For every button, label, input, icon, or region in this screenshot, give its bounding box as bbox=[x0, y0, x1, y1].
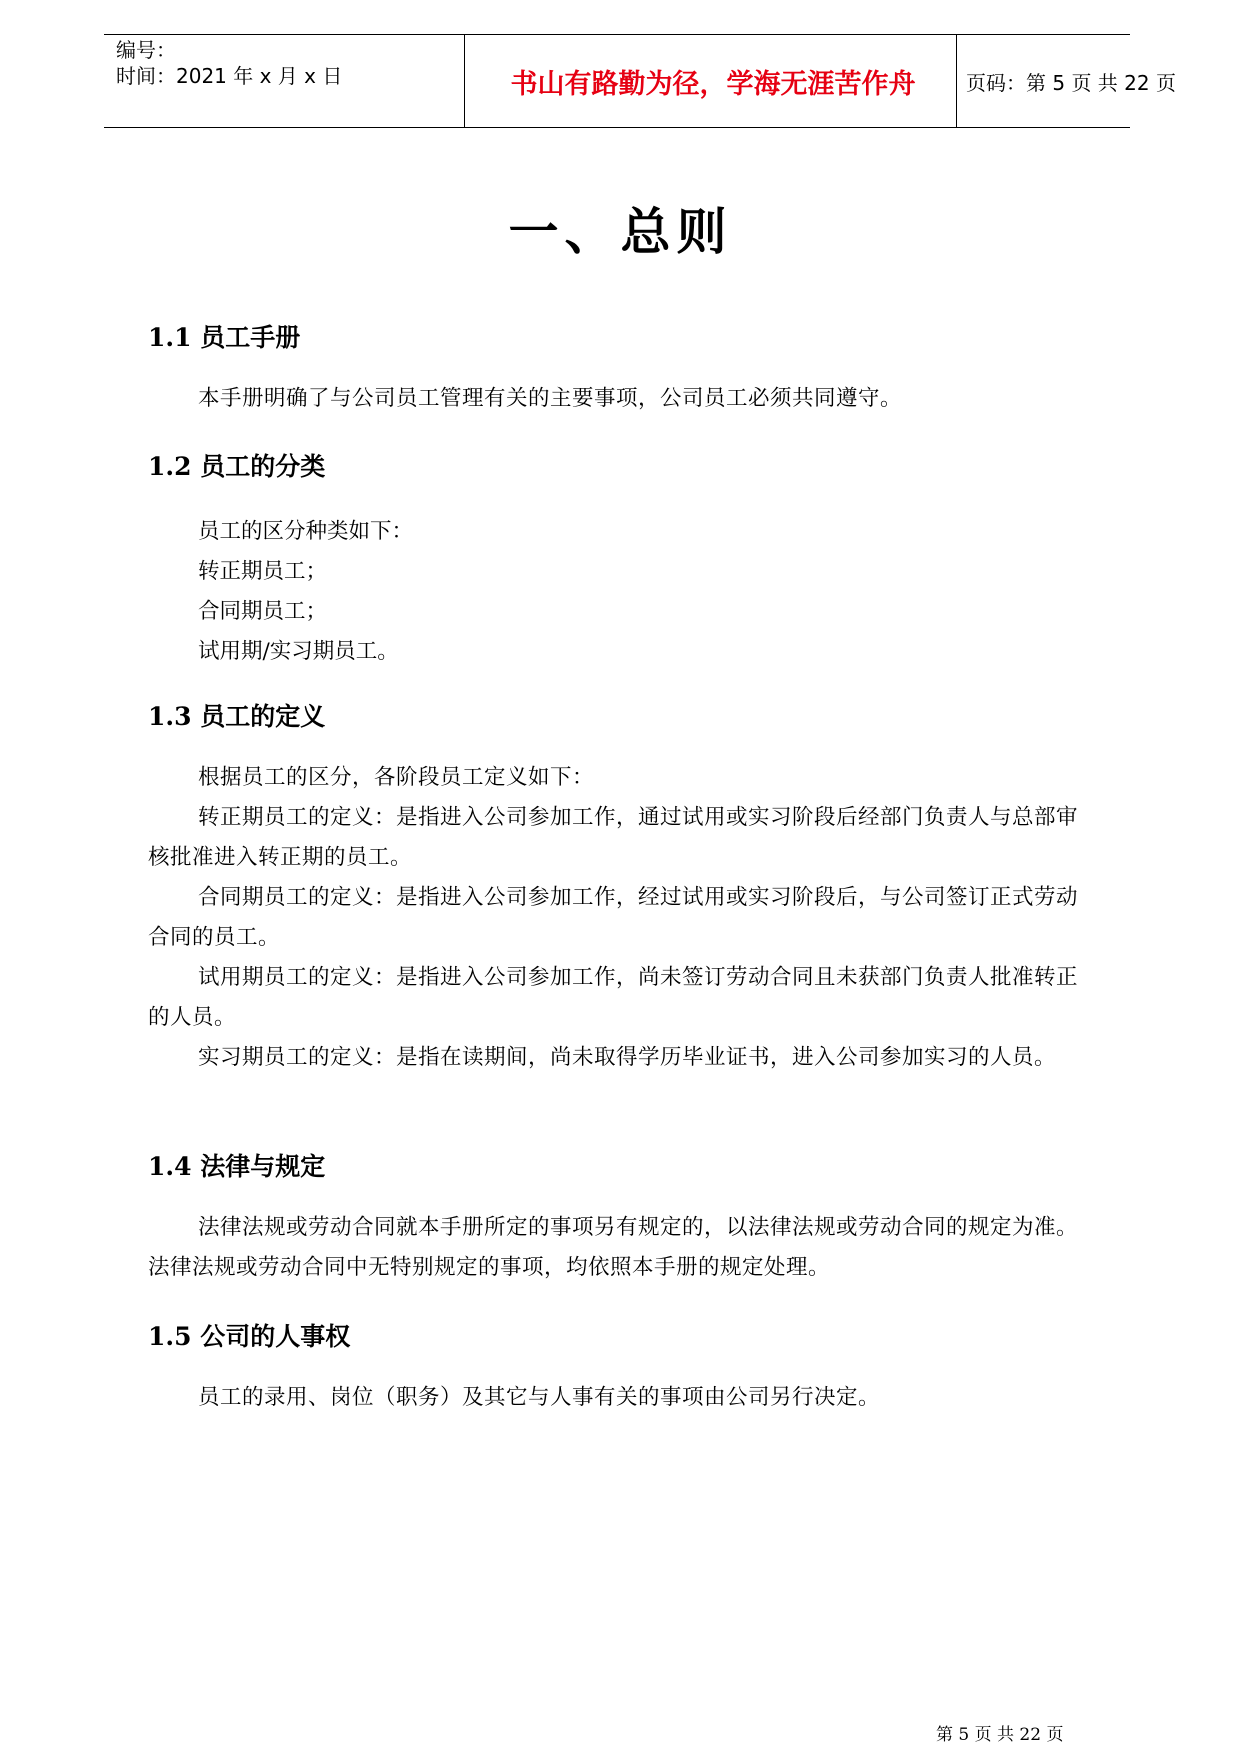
chapter-title: 一、总则 bbox=[508, 203, 733, 261]
section-paragraph: 法律法规或劳动合同就本手册所定的事项另有规定的，以法律法规或劳动合同的规定为准。法律法规或劳动合同中无特别规定的事项，均依照本手册的规定处理。 bbox=[148, 1215, 1079, 1280]
section-heading: 1.1 员工手册 bbox=[148, 323, 301, 352]
section-heading: 1.4 法律与规定 bbox=[148, 1152, 326, 1181]
page-footer: 第 5 页 共 22 页 bbox=[936, 1725, 1064, 1745]
header-divider bbox=[956, 35, 957, 127]
list-intro: 员工的区分种类如下： bbox=[198, 519, 414, 544]
section-heading: 1.5 公司的人事权 bbox=[148, 1322, 351, 1351]
section-paragraph: 转正期员工的定义：是指进入公司参加工作，通过试用或实习阶段后经部门负责人与总部审核批准进入转正期的员工。 bbox=[148, 805, 1079, 870]
header-page-info: 页码：第 5 页 共 22 页 bbox=[966, 70, 1176, 95]
section-heading: 1.3 员工的定义 bbox=[148, 702, 326, 731]
section-paragraph: 本手册明确了与公司员工管理有关的主要事项，公司员工必须共同遵守。 bbox=[198, 386, 903, 411]
header-number-label: 编号： bbox=[116, 38, 176, 62]
list-item: 合同期员工； bbox=[198, 599, 328, 624]
header-time-label: 时间：2021 年 x 月 x 日 bbox=[116, 64, 343, 88]
header-motto: 书山有路勤为径，学海无涯苦作舟 bbox=[510, 68, 916, 100]
header-meta bbox=[116, 35, 464, 127]
section-paragraph: 试用期员工的定义：是指进入公司参加工作，尚未签订劳动合同且未获部门负责人批准转正的人员。 bbox=[148, 965, 1079, 1030]
section-heading: 1.2 员工的分类 bbox=[148, 452, 326, 481]
header-divider bbox=[464, 35, 465, 127]
section-paragraph: 实习期员工的定义：是指在读期间，尚未取得学历毕业证书，进入公司参加实习的人员。 bbox=[198, 1045, 1057, 1070]
list-item: 试用期/实习期员工。 bbox=[198, 639, 399, 664]
list-item: 转正期员工； bbox=[198, 559, 328, 584]
section-paragraph: 合同期员工的定义：是指进入公司参加工作，经过试用或实习阶段后，与公司签订正式劳动合同的员工。 bbox=[148, 885, 1079, 950]
section-paragraph: 员工的录用、岗位（职务）及其它与人事有关的事项由公司另行决定。 bbox=[198, 1385, 881, 1410]
section-paragraph: 根据员工的区分，各阶段员工定义如下： bbox=[198, 765, 595, 790]
page-header bbox=[104, 34, 1176, 128]
